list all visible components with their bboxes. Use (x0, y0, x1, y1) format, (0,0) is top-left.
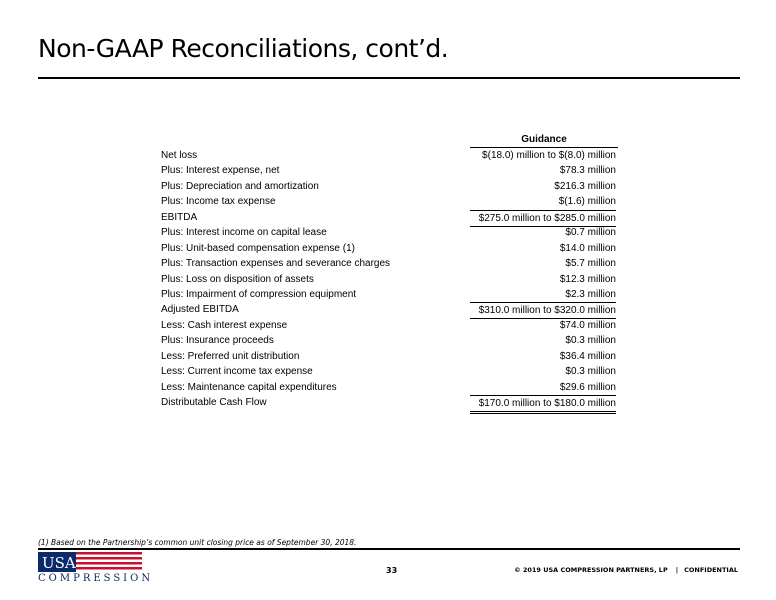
row-label: Plus: Transaction expenses and severance charges (161, 258, 391, 270)
row-value: $275.0 million to $285.0 million (470, 210, 616, 227)
row-label: Plus: Unit-based compensation expense (1) (161, 242, 355, 254)
row-label: EBITDA (161, 211, 198, 223)
row-label: Net loss (161, 150, 198, 161)
footer-divider (38, 548, 740, 550)
logo-compression-text: COMPRESSION (38, 573, 154, 584)
table-row (160, 241, 618, 256)
row-label: Adjusted EBITDA (161, 304, 239, 316)
table-row (160, 179, 618, 194)
row-value: $5.7 million (565, 258, 616, 270)
row-label: Less: Current income tax expense (161, 366, 313, 378)
row-value: $2.3 million (565, 288, 616, 300)
row-value: $170.0 million to $180.0 million (470, 395, 616, 414)
page-number: 33 (386, 566, 398, 575)
row-label: Plus: Insurance proceeds (161, 335, 274, 347)
table-row (160, 256, 618, 271)
table-row (160, 163, 618, 178)
table-row-subtotal (160, 302, 618, 317)
row-label: Less: Cash interest expense (161, 319, 288, 331)
row-value: $0.3 million (565, 366, 616, 378)
row-label: Plus: Impairment of compression equipment (161, 288, 357, 300)
row-value: $29.6 million (559, 381, 616, 393)
logo-usa-text: USA (42, 554, 76, 572)
row-label: Plus: Loss on disposition of assets (161, 273, 314, 285)
table-header (160, 133, 618, 148)
table-row-subtotal (160, 210, 618, 225)
table-row (160, 287, 618, 302)
footer-copyright (514, 566, 738, 574)
row-value: $78.3 million (559, 165, 616, 177)
table-row (160, 364, 618, 379)
table-row-total (160, 395, 618, 410)
reconciliation-table (160, 133, 618, 410)
table-row (160, 225, 618, 240)
title-divider (38, 77, 740, 79)
row-label: Plus: Depreciation and amortization (161, 180, 319, 192)
row-label: Plus: Interest expense, net (161, 165, 280, 177)
table-row (160, 194, 618, 209)
footnote: (1) Based on the Partnership’s common unit closing price as of September 30, 2018. (38, 538, 357, 547)
row-label: Plus: Interest income on capital lease (161, 227, 327, 239)
row-label: Less: Preferred unit distribution (161, 350, 300, 362)
guidance-column-header: Guidance (470, 133, 618, 148)
footer-separator: | (675, 566, 679, 574)
row-value: $14.0 million (559, 242, 616, 254)
row-label: Distributable Cash Flow (161, 397, 267, 408)
copyright-text: © 2019 USA COMPRESSION PARTNERS, LP (514, 566, 668, 574)
confidential-label: CONFIDENTIAL (684, 566, 738, 574)
row-label: Less: Maintenance capital expenditures (161, 381, 337, 393)
row-value: $36.4 million (559, 350, 616, 362)
table-row (160, 333, 618, 348)
table-row (160, 318, 618, 333)
table-row (160, 272, 618, 287)
row-value: $310.0 million to $320.0 million (470, 302, 616, 319)
table-row (160, 148, 618, 163)
row-value: $(1.6) million (558, 196, 616, 208)
row-value: $0.3 million (565, 335, 616, 347)
slide-title: Non-GAAP Reconciliations, cont’d. (38, 34, 449, 63)
table-row (160, 349, 618, 364)
row-label: Plus: Income tax expense (161, 196, 276, 208)
table-row (160, 380, 618, 395)
row-value: $74.0 million (559, 319, 616, 331)
row-value: $12.3 million (559, 273, 616, 285)
row-value: $(18.0) million to $(8.0) million (482, 150, 616, 161)
row-value: $216.3 million (554, 180, 616, 192)
row-value: $0.7 million (565, 227, 616, 239)
